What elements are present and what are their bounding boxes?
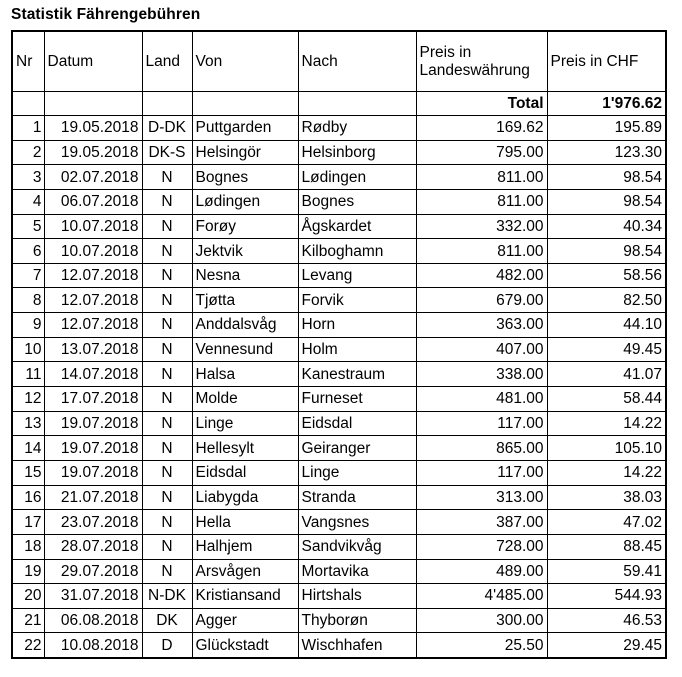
cell-preis-landeswaehrung: 313.00 [416,485,547,510]
cell-land: N [142,460,192,485]
cell-von: Hella [192,510,298,535]
cell-nach: Geiranger [298,436,416,461]
cell-datum: 19.07.2018 [44,411,142,436]
cell-preis-chf: 14.22 [547,411,666,436]
cell-nach: Holm [298,337,416,362]
cell-preis-chf: 47.02 [547,510,666,535]
cell-datum: 17.07.2018 [44,387,142,412]
cell-nach: Furneset [298,387,416,412]
cell-datum: 29.07.2018 [44,559,142,584]
table-row [12,460,666,485]
cell-preis-landeswaehrung: 728.00 [416,534,547,559]
cell-preis-landeswaehrung: 865.00 [416,436,547,461]
table-row [12,559,666,584]
cell-preis-landeswaehrung: 795.00 [416,140,547,165]
cell-nach: Helsinborg [298,140,416,165]
cell-preis-chf: 38.03 [547,485,666,510]
cell-land: N [142,559,192,584]
cell-datum: 06.08.2018 [44,608,142,633]
table-row [12,485,666,510]
header-land: Land [142,31,192,92]
cell-preis-landeswaehrung: 481.00 [416,387,547,412]
cell-preis-landeswaehrung: 338.00 [416,362,547,387]
cell-preis-landeswaehrung: 811.00 [416,239,547,264]
cell-preis-chf: 98.54 [547,165,666,190]
ferry-fees-table [11,30,667,659]
cell-datum: 19.05.2018 [44,140,142,165]
cell-preis-landeswaehrung: 363.00 [416,313,547,338]
cell-von: Linge [192,411,298,436]
cell-land: N [142,534,192,559]
cell-land: N [142,239,192,264]
header-preis-lw-line1: Preis in [419,44,472,62]
cell-preis-chf: 58.56 [547,263,666,288]
cell-preis-landeswaehrung: 679.00 [416,288,547,313]
table-row [12,436,666,461]
table-row [12,140,666,165]
cell-nr: 2 [12,140,44,165]
cell-von: Lødingen [192,189,298,214]
cell-nach: Wischhafen [298,633,416,658]
cell-preis-landeswaehrung: 407.00 [416,337,547,362]
cell-preis-chf: 105.10 [547,436,666,461]
cell-preis-chf: 88.45 [547,534,666,559]
cell-nach: Rødby [298,116,416,141]
cell-land: D-DK [142,116,192,141]
total-empty-cell [192,92,298,116]
cell-datum: 28.07.2018 [44,534,142,559]
cell-preis-landeswaehrung: 117.00 [416,411,547,436]
cell-preis-chf: 195.89 [547,116,666,141]
header-preis-landeswaehrung [416,31,547,92]
cell-datum: 19.05.2018 [44,116,142,141]
cell-von: Agger [192,608,298,633]
header-nr: Nr [12,31,44,92]
cell-preis-landeswaehrung: 332.00 [416,214,547,239]
cell-nr: 7 [12,263,44,288]
cell-von: Nesna [192,263,298,288]
cell-nr: 19 [12,559,44,584]
cell-preis-chf: 98.54 [547,239,666,264]
table-row [12,362,666,387]
cell-land: DK [142,608,192,633]
cell-datum: 19.07.2018 [44,436,142,461]
cell-preis-chf: 98.54 [547,189,666,214]
cell-von: Eidsdal [192,460,298,485]
cell-nr: 13 [12,411,44,436]
cell-datum: 12.07.2018 [44,313,142,338]
cell-von: Tjøtta [192,288,298,313]
header-preis-chf: Preis in CHF [547,31,666,92]
cell-preis-landeswaehrung: 300.00 [416,608,547,633]
cell-nach: Levang [298,263,416,288]
cell-nach: Ågskardet [298,214,416,239]
cell-preis-chf: 14.22 [547,460,666,485]
table-row [12,510,666,535]
total-label: Total [416,92,547,116]
total-empty-cell [12,92,44,116]
header-datum: Datum [44,31,142,92]
cell-land: N [142,263,192,288]
cell-nr: 5 [12,214,44,239]
cell-von: Bognes [192,165,298,190]
table-row [12,165,666,190]
table-row [12,337,666,362]
cell-nach: Lødingen [298,165,416,190]
header-von: Von [192,31,298,92]
cell-preis-landeswaehrung: 482.00 [416,263,547,288]
cell-von: Helsingör [192,140,298,165]
cell-nach: Eidsdal [298,411,416,436]
cell-nach: Forvik [298,288,416,313]
cell-nr: 15 [12,460,44,485]
table-row [12,189,666,214]
cell-nr: 4 [12,189,44,214]
cell-von: Kristiansand [192,584,298,609]
cell-land: N [142,387,192,412]
cell-land: N [142,411,192,436]
cell-nach: Hirtshals [298,584,416,609]
cell-nach: Bognes [298,189,416,214]
cell-preis-chf: 59.41 [547,559,666,584]
cell-land: N [142,436,192,461]
cell-preis-landeswaehrung: 117.00 [416,460,547,485]
cell-preis-landeswaehrung: 811.00 [416,189,547,214]
cell-nach: Linge [298,460,416,485]
cell-nr: 3 [12,165,44,190]
cell-land: DK-S [142,140,192,165]
table-row [12,116,666,141]
cell-datum: 13.07.2018 [44,337,142,362]
cell-preis-landeswaehrung: 25.50 [416,633,547,658]
cell-preis-landeswaehrung: 387.00 [416,510,547,535]
table-row [12,387,666,412]
cell-nr: 17 [12,510,44,535]
cell-preis-chf: 44.10 [547,313,666,338]
cell-preis-landeswaehrung: 169.62 [416,116,547,141]
cell-preis-chf: 46.53 [547,608,666,633]
cell-preis-chf: 82.50 [547,288,666,313]
cell-preis-chf: 58.44 [547,387,666,412]
cell-land: N [142,288,192,313]
cell-nach: Stranda [298,485,416,510]
cell-preis-chf: 40.34 [547,214,666,239]
total-empty-cell [142,92,192,116]
cell-nr: 9 [12,313,44,338]
cell-land: N [142,214,192,239]
cell-nach: Vangsnes [298,510,416,535]
table-row [12,608,666,633]
cell-datum: 14.07.2018 [44,362,142,387]
cell-preis-chf: 29.45 [547,633,666,658]
total-value: 1'976.62 [547,92,666,116]
cell-nr: 22 [12,633,44,658]
cell-datum: 10.07.2018 [44,214,142,239]
cell-land: N [142,362,192,387]
total-row [12,92,666,116]
cell-nach: Kanestraum [298,362,416,387]
cell-land: N [142,337,192,362]
table-row [12,411,666,436]
cell-nr: 14 [12,436,44,461]
cell-preis-landeswaehrung: 4'485.00 [416,584,547,609]
document-title: Statistik Fährengebühren [11,6,201,23]
cell-preis-landeswaehrung: 811.00 [416,165,547,190]
cell-von: Forøy [192,214,298,239]
cell-land: N [142,510,192,535]
table-row [12,534,666,559]
cell-nr: 12 [12,387,44,412]
cell-von: Liabygda [192,485,298,510]
cell-datum: 10.07.2018 [44,239,142,264]
cell-nr: 21 [12,608,44,633]
cell-datum: 02.07.2018 [44,165,142,190]
cell-preis-chf: 41.07 [547,362,666,387]
cell-datum: 10.08.2018 [44,633,142,658]
cell-nr: 1 [12,116,44,141]
cell-nr: 20 [12,584,44,609]
header-preis-lw-line2: Landeswährung [419,61,530,79]
cell-datum: 31.07.2018 [44,584,142,609]
cell-nr: 10 [12,337,44,362]
cell-nr: 16 [12,485,44,510]
cell-von: Jektvik [192,239,298,264]
cell-datum: 23.07.2018 [44,510,142,535]
cell-preis-chf: 49.45 [547,337,666,362]
total-empty-cell [44,92,142,116]
cell-land: D [142,633,192,658]
cell-von: Arsvågen [192,559,298,584]
cell-land: N [142,485,192,510]
cell-von: Molde [192,387,298,412]
cell-nach: Thyborøn [298,608,416,633]
table-row [12,239,666,264]
cell-nr: 6 [12,239,44,264]
cell-land: N [142,165,192,190]
cell-von: Hellesylt [192,436,298,461]
cell-nr: 8 [12,288,44,313]
cell-datum: 06.07.2018 [44,189,142,214]
table-row [12,313,666,338]
cell-land: N-DK [142,584,192,609]
cell-preis-chf: 123.30 [547,140,666,165]
cell-von: Puttgarden [192,116,298,141]
cell-datum: 19.07.2018 [44,460,142,485]
cell-datum: 12.07.2018 [44,263,142,288]
cell-land: N [142,189,192,214]
cell-nach: Sandvikvåg [298,534,416,559]
total-empty-cell [298,92,416,116]
table-row [12,263,666,288]
cell-von: Vennesund [192,337,298,362]
cell-von: Halhjem [192,534,298,559]
cell-nr: 18 [12,534,44,559]
cell-datum: 21.07.2018 [44,485,142,510]
table-row [12,633,666,658]
cell-nach: Kilboghamn [298,239,416,264]
cell-preis-chf: 544.93 [547,584,666,609]
cell-nach: Horn [298,313,416,338]
cell-von: Glückstadt [192,633,298,658]
cell-nr: 11 [12,362,44,387]
cell-nach: Mortavika [298,559,416,584]
header-row [12,31,666,92]
table-row [12,584,666,609]
cell-von: Anddalsvåg [192,313,298,338]
cell-preis-landeswaehrung: 489.00 [416,559,547,584]
cell-datum: 12.07.2018 [44,288,142,313]
header-nach: Nach [298,31,416,92]
table-row [12,214,666,239]
table-row [12,288,666,313]
cell-von: Halsa [192,362,298,387]
cell-land: N [142,313,192,338]
